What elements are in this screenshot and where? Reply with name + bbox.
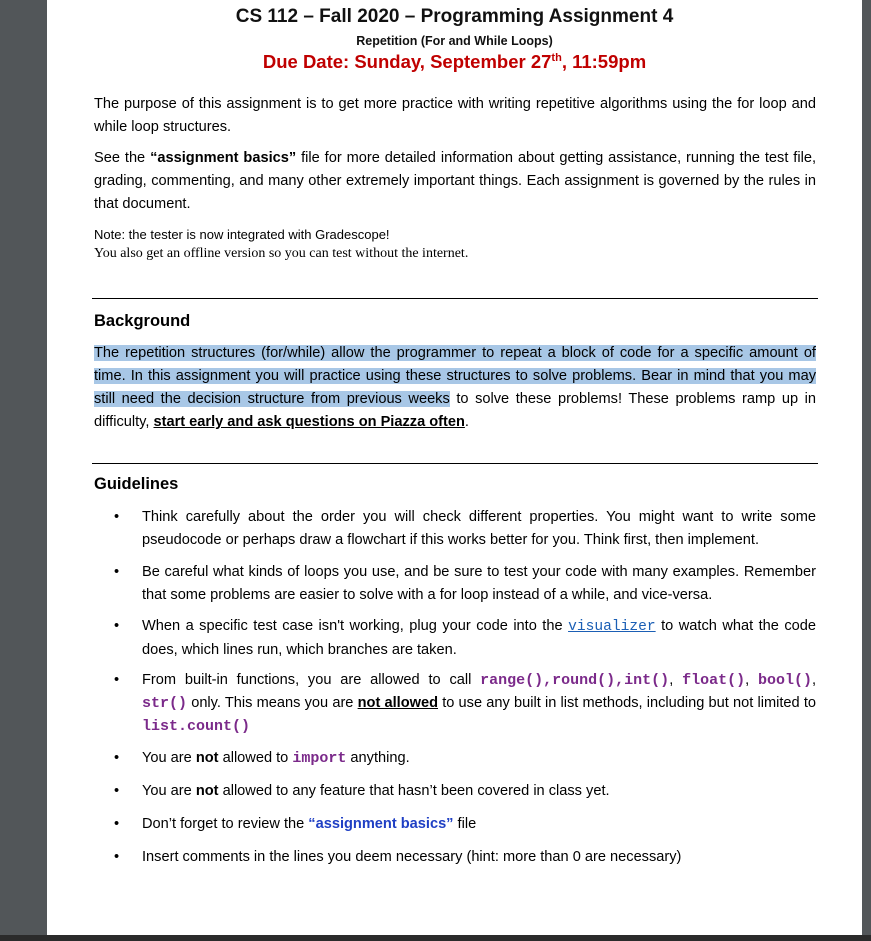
code-import: import	[292, 750, 347, 767]
guideline-item	[114, 561, 816, 607]
background-paragraph	[94, 342, 816, 434]
assignment-basics-emphasis: “assignment basics”	[308, 816, 454, 832]
due-date-superscript: th	[551, 51, 562, 64]
purpose-paragraph: The purpose of this assignment is to get more practice with writing repetitive algorithms using the for loop and while loop structures.	[94, 96, 816, 135]
code-bool: bool()	[757, 672, 812, 689]
bullet-icon: •	[114, 816, 120, 832]
bullet-icon: •	[114, 618, 120, 634]
basics-text-post: file for more detailed information about getting assistance, running the test file, grading, commenting, and many other extremely important things. Each assignment is governed by the rules in that document.	[94, 150, 817, 212]
code-list-count: list.count()	[142, 718, 251, 735]
due-date	[47, 51, 862, 73]
comma: ,	[669, 672, 683, 688]
not-emphasis: not	[195, 750, 219, 766]
guideline-text-post: anything.	[346, 750, 410, 766]
viewer-bottom-edge	[0, 935, 871, 941]
not-allowed-emphasis: not allowed	[357, 695, 439, 711]
selected-text[interactable]: The repetition structures (for/while) allow the programmer to repeat a block of code for a specific amount of time. In this assignment you will practice using these structures to solve problems. Bear in mind that you may still need the decision structure from previous weeks	[94, 345, 816, 407]
background-period: .	[464, 414, 469, 430]
guideline-item	[114, 615, 816, 662]
guideline-text: Insert comments in the lines you deem necessary (hint: more than 0 are necessary)	[142, 849, 682, 865]
code-builtins: range(),round(),int()	[480, 672, 670, 689]
bullet-icon: •	[114, 672, 120, 688]
section-divider	[92, 463, 818, 464]
visualizer-link[interactable]: visualizer	[568, 619, 656, 635]
guideline-text-post: to watch what the code does, which lines run, which branches are taken.	[142, 618, 816, 658]
document-title: CS 112 – Fall 2020 – Programming Assignment 4	[235, 6, 674, 27]
tester-note	[94, 225, 816, 263]
guideline-text-pre: When a specific test case isn't working, plug your code into the	[142, 618, 569, 634]
guideline-text-pre: From built-in functions, you are allowed to call	[142, 672, 481, 688]
guideline-item	[114, 669, 816, 738]
guideline-item	[114, 846, 816, 869]
bullet-icon: •	[114, 849, 120, 865]
guideline-text	[142, 747, 816, 770]
tester-note-line2: You also get an offline version so you can test without the internet.	[94, 246, 469, 261]
code-float: float()	[682, 672, 746, 689]
guideline-text-mid: only. This means you are	[187, 695, 358, 711]
guideline-text-pre: Don’t forget to review the	[142, 816, 309, 832]
document-page	[47, 0, 862, 935]
section-divider	[92, 298, 818, 299]
comma: ,	[811, 672, 817, 688]
background-heading: Background	[94, 312, 191, 330]
guideline-text-post: file	[453, 816, 477, 832]
guideline-item	[114, 506, 816, 552]
background-text: to solve these problems! These problems ramp up in difficulty,	[94, 391, 816, 430]
basics-text-pre: See the	[94, 150, 151, 166]
guideline-text-post: to use any built in list methods, including but not limited to	[438, 695, 816, 711]
bullet-icon: •	[114, 509, 120, 525]
bullet-icon: •	[114, 564, 120, 580]
document-subtitle: Repetition (For and While Loops)	[356, 34, 553, 48]
guideline-text: Be careful what kinds of loops you use, and be sure to test your code with many examples. Remember that some problems are easier to solve with a for loop instead of a while, and vice-versa.	[142, 564, 816, 603]
guideline-text	[142, 813, 816, 836]
guideline-item	[114, 747, 816, 770]
basics-paragraph	[94, 147, 816, 216]
guidelines-heading: Guidelines	[94, 475, 179, 493]
guideline-text	[142, 669, 816, 738]
due-date-text: Due Date: Sunday, September 27	[262, 51, 552, 72]
guideline-text	[142, 615, 816, 662]
guideline-item	[114, 813, 816, 836]
guideline-text: Think carefully about the order you will check different properties. You might want to write some pseudocode or perhaps draw a flowchart if this works better for you. Think first, then implement.	[142, 509, 816, 548]
code-str: str()	[142, 695, 188, 712]
bullet-icon: •	[114, 783, 120, 799]
tester-note-line1: Note: the tester is now integrated with Gradescope!	[94, 227, 390, 242]
guideline-item	[114, 780, 816, 803]
basics-emphasis: “assignment basics”	[150, 150, 297, 166]
guideline-text-pre: You are	[142, 750, 196, 766]
guideline-text-pre: You are	[142, 783, 196, 799]
background-emphasis: start early and ask questions on Piazza often	[153, 414, 465, 430]
bullet-icon: •	[114, 750, 120, 766]
guideline-text	[142, 780, 816, 803]
not-emphasis: not	[195, 783, 219, 799]
due-date-time: , 11:59pm	[561, 51, 647, 72]
guideline-text-post: allowed to any feature that hasn’t been covered in class yet.	[218, 783, 610, 799]
comma: ,	[745, 672, 758, 688]
guideline-text-mid: allowed to	[218, 750, 293, 766]
